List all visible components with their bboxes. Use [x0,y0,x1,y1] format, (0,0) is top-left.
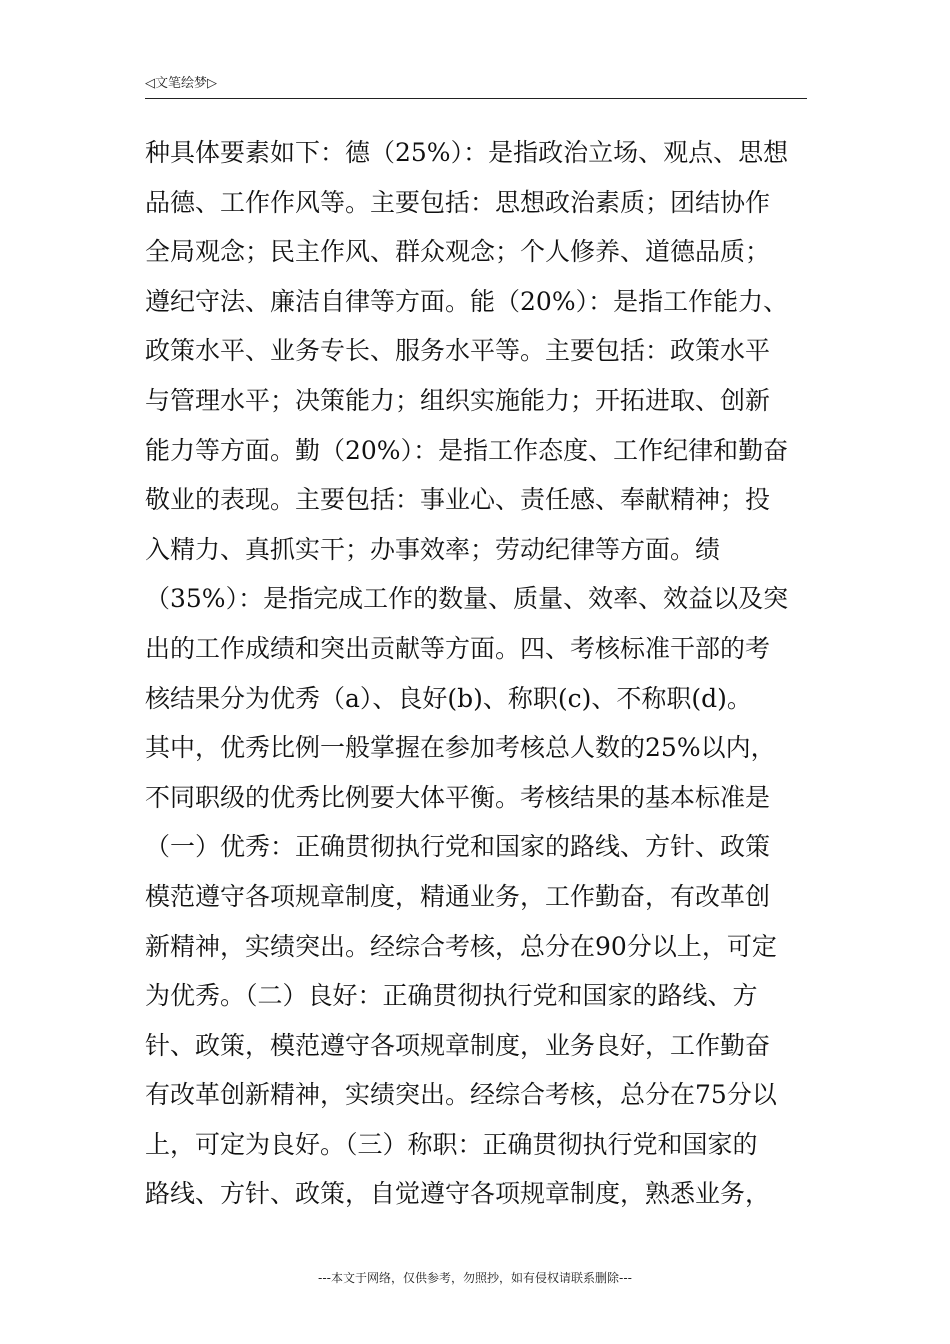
text-line: 种具体要素如下：德（25%）：是指政治立场、观点、思想 [145,138,789,167]
text-line: 路线、方针、政策，自觉遵守各项规章制度，熟悉业务， [145,1179,771,1209]
text-line: 全局观念；民主作风、群众观念；个人修养、道德品质； [145,237,771,267]
text-line: （一）优秀：正确贯彻执行党和国家的路线、方针、政策 [145,832,771,862]
text-line: （35%）：是指完成工作的数量、质量、效率、效益以及突 [145,584,789,614]
text-line: 新精神，实绩突出。经综合考核，总分在90分以上，可定 [145,931,777,961]
text-line: 品德、工作作风等。主要包括：思想政治素质；团结协作 [145,187,771,217]
document-body [145,128,807,1219]
text-line: 其中，优秀比例一般掌握在参加考核总人数的25%以内， [145,733,776,763]
text-line: 能力等方面。勤（20%）：是指工作态度、工作纪律和勤奋 [145,435,789,465]
text-line: 针、政策，模范遵守各项规章制度，业务良好，工作勤奋 [145,1030,771,1060]
page-header [145,74,807,99]
text-line: 入精力、真抓实干；办事效率；劳动纪律等方面。绩 [145,534,721,564]
text-line: 有改革创新精神，实绩突出。经综合考核，总分在75分以 [145,1080,777,1110]
header-title: ◁文笔绘梦▷ [145,76,217,91]
page-footer: ---本文于网络，仅供参考，勿照抄，如有侵权请联系删除--- [318,1271,632,1285]
text-line: 核结果分为优秀（a）、良好(b)、称职(c)、不称职(d)。 [145,683,752,713]
text-line: 不同职级的优秀比例要大体平衡。考核结果的基本标准是 [145,782,771,812]
text-line: 与管理水平；决策能力；组织实施能力；开拓进取、创新 [145,385,771,415]
text-line: 政策水平、业务专长、服务水平等。主要包括：政策水平 [145,336,771,366]
text-line: 上，可定为良好。（三）称职：正确贯彻执行党和国家的 [145,1129,758,1159]
text-line: 敬业的表现。主要包括：事业心、责任感、奉献精神；投 [145,485,771,515]
text-line: 出的工作成绩和突出贡献等方面。四、考核标准干部的考 [145,633,771,663]
text-line: 遵纪守法、廉洁自律等方面。能（20%）：是指工作能力、 [145,286,789,316]
text-line: 为优秀。（二）良好：正确贯彻执行党和国家的路线、方 [145,981,758,1011]
text-line: 模范遵守各项规章制度，精通业务，工作勤奋，有改革创 [145,881,771,911]
